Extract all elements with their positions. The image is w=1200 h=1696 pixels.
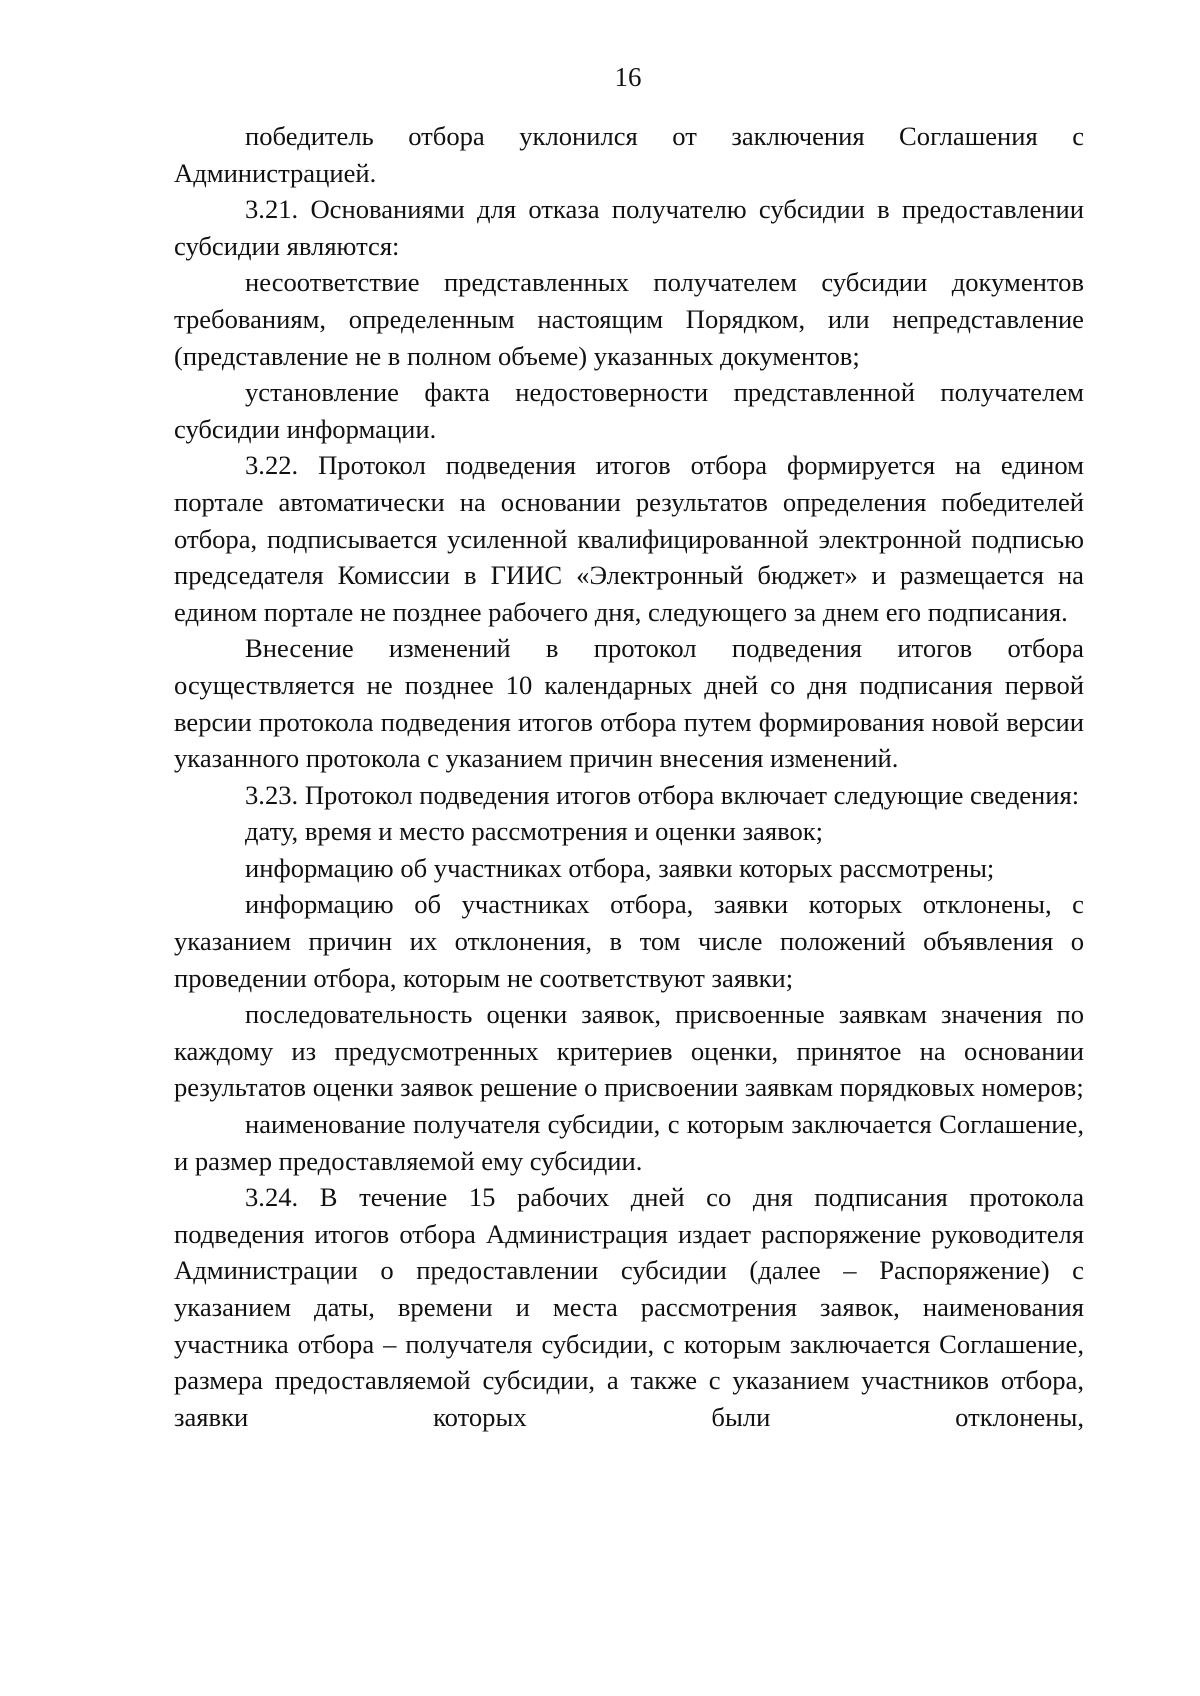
paragraph: информацию об участниках отбора, заявки которых рассмотрены; [245,852,995,883]
paragraph: 3.21. Основаниями для отказа получателю субсидии в предоставлении субсидии являются: [174,194,1084,261]
paragraph: установление факта недостоверности представленной получателем субсидии информации. [174,377,1084,444]
page-number: 16 [614,62,642,92]
paragraph: 3.24. В течение 15 рабочих дней со дня подписания протокола подведения итогов отбора Администрация издает распоряжение руководителя Администрации о предоставлении субсидии (далее – Распоряжение) с указанием даты, времени и места рассмотрения заявок, наименования участника отбора – получателя субсидии, с которым заключается Соглашение, размера предоставляемой субсидии, а также с указанием участников отбора, заявки которых были отклонены, [174,1182,1084,1432]
paragraph: дату, время и место рассмотрения и оценки заявок; [245,816,824,847]
paragraph: Внесение изменений в протокол подведения итогов отбора осуществляется не позднее 10 календарных дней со дня подписания первой версии протокола подведения итогов отбора путем формирования новой версии указанного протокола с указанием причин внесения изменений. [174,633,1084,774]
paragraph: несоответствие представленных получателем субсидии документов требованиям, определенным настоящим Порядком, или непредставление (представление не в полном объеме) указанных документов; [174,267,1084,371]
paragraph: наименование получателя субсидии, с которым заключается Соглашение, и размер предоставляемой ему субсидии. [174,1109,1084,1176]
paragraph: 3.23. Протокол подведения итогов отбора включает следующие сведения: [245,779,1080,810]
paragraph: последовательность оценки заявок, присвоенные заявкам значения по каждому из предусмотренных критериев оценки, принятое на основании результатов оценки заявок решение о присвоении заявкам порядковых номеров; [174,999,1084,1103]
paragraph: 3.22. Протокол подведения итогов отбора формируется на едином портале автоматически на основании результатов определения победителей отбора, подписывается усиленной квалифицированной электронной подписью председателя Комиссии в ГИИС «Электронный бюджет» и размещается на едином портале не позднее рабочего дня, следующего за днем его подписания. [174,450,1084,627]
paragraph: победитель отбора уклонился от заключения Соглашения с Администрацией. [174,121,1084,188]
paragraph: информацию об участниках отбора, заявки которых отклонены, с указанием причин их отклонения, в том числе положений объявления о проведении отбора, которым не соответствуют заявки; [174,889,1084,993]
document-body [174,118,1084,1435]
